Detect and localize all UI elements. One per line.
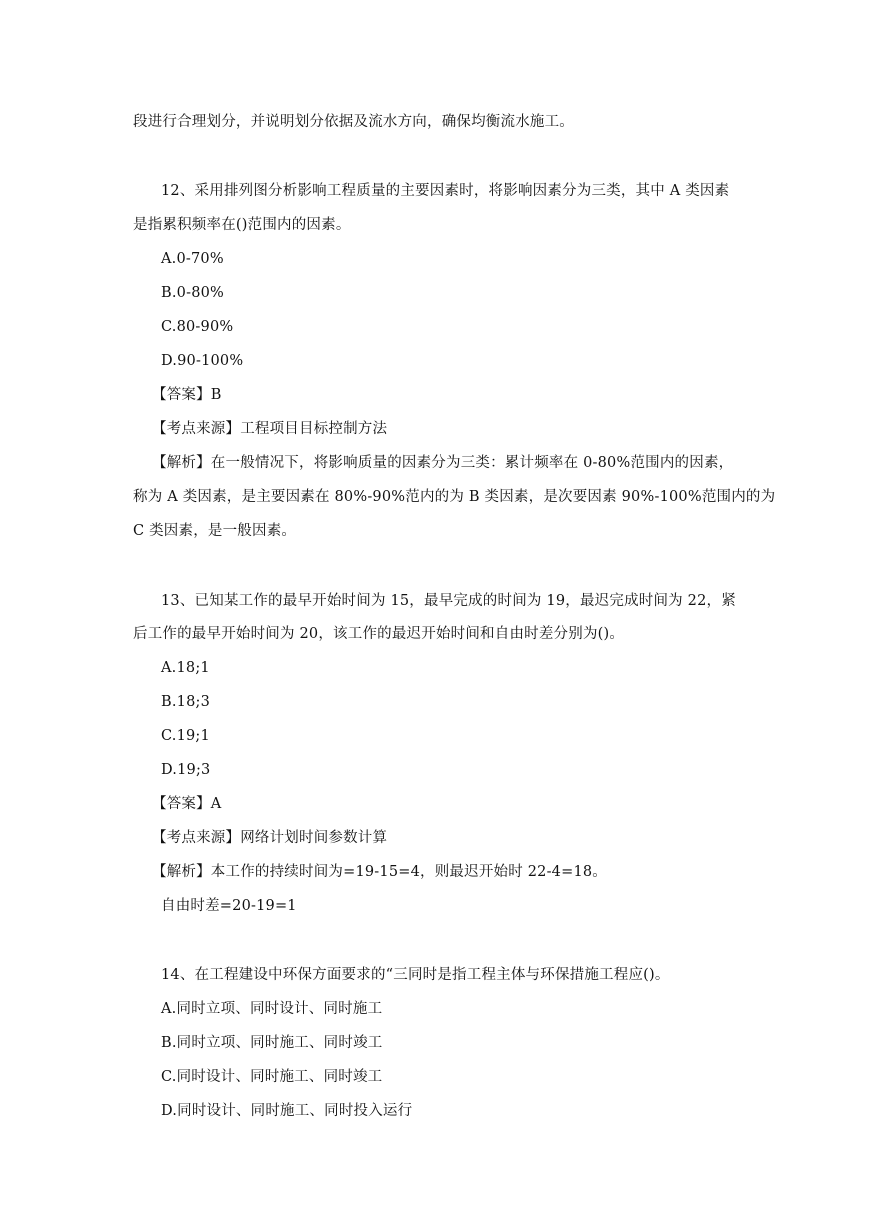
q13-option-a: A.18;1 [161,660,210,676]
q12-option-b: B.0-80% [161,285,225,301]
q14-option-a: A.同时立项、同时设计、同时施工 [161,1001,383,1017]
q12-source: 【考点来源】工程项目目标控制方法 [152,421,388,437]
q12-option-d: D.90-100% [161,353,244,369]
q12-analysis-line-2: 称为 A 类因素，是主要因素在 80%-90%范内的为 B 类因素，是次要因素 90%-100%范围内的为 [133,489,776,505]
q13-analysis-line-2: 自由时差=20-19=1 [161,898,297,914]
q12-option-a: A.0-70% [161,251,224,267]
q13-stem-line-1: 13、已知某工作的最早开始时间为 15，最早完成的时间为 19，最迟完成时间为 22，紧 [161,593,736,609]
q13-option-b: B.18;3 [161,694,211,710]
intro-text: 段进行合理划分，并说明划分依据及流水方向，确保均衡流水施工。 [133,114,574,130]
q12-option-c: C.80-90% [161,319,234,335]
q13-stem-line-2: 后工作的最早开始时间为 20，该工作的最迟开始时间和自由时差分别为()。 [133,626,625,642]
q14-option-c: C.同时设计、同时施工、同时竣工 [161,1069,383,1085]
q12-answer: 【答案】B [152,387,222,403]
q14-stem-line-1: 14、在工程建设中环保方面要求的“三同时是指工程主体与环保措施工程应()。 [161,967,670,983]
q13-answer: 【答案】A [152,796,222,812]
q13-source: 【考点来源】网络计划时间参数计算 [152,830,388,846]
q12-analysis-line-1: 【解析】在一般情况下，将影响质量的因素分为三类：累计频率在 0-80%范围内的因素， [152,455,734,471]
q14-option-b: B.同时立项、同时施工、同时竣工 [161,1035,383,1051]
q12-analysis-line-3: C 类因素，是一般因素。 [133,523,297,539]
q13-option-d: D.19;3 [161,762,211,778]
q12-stem-line-1: 12、采用排列图分析影响工程质量的主要因素时，将影响因素分为三类，其中 A 类因素 [161,183,730,199]
q12-stem-line-2: 是指累积频率在()范围内的因素。 [133,217,351,233]
q13-option-c: C.19;1 [161,728,210,744]
q14-option-d: D.同时设计、同时施工、同时投入运行 [161,1103,413,1119]
q13-analysis-line-1: 【解析】本工作的持续时间为=19-15=4，则最迟开始时 22-4=18。 [152,864,608,880]
